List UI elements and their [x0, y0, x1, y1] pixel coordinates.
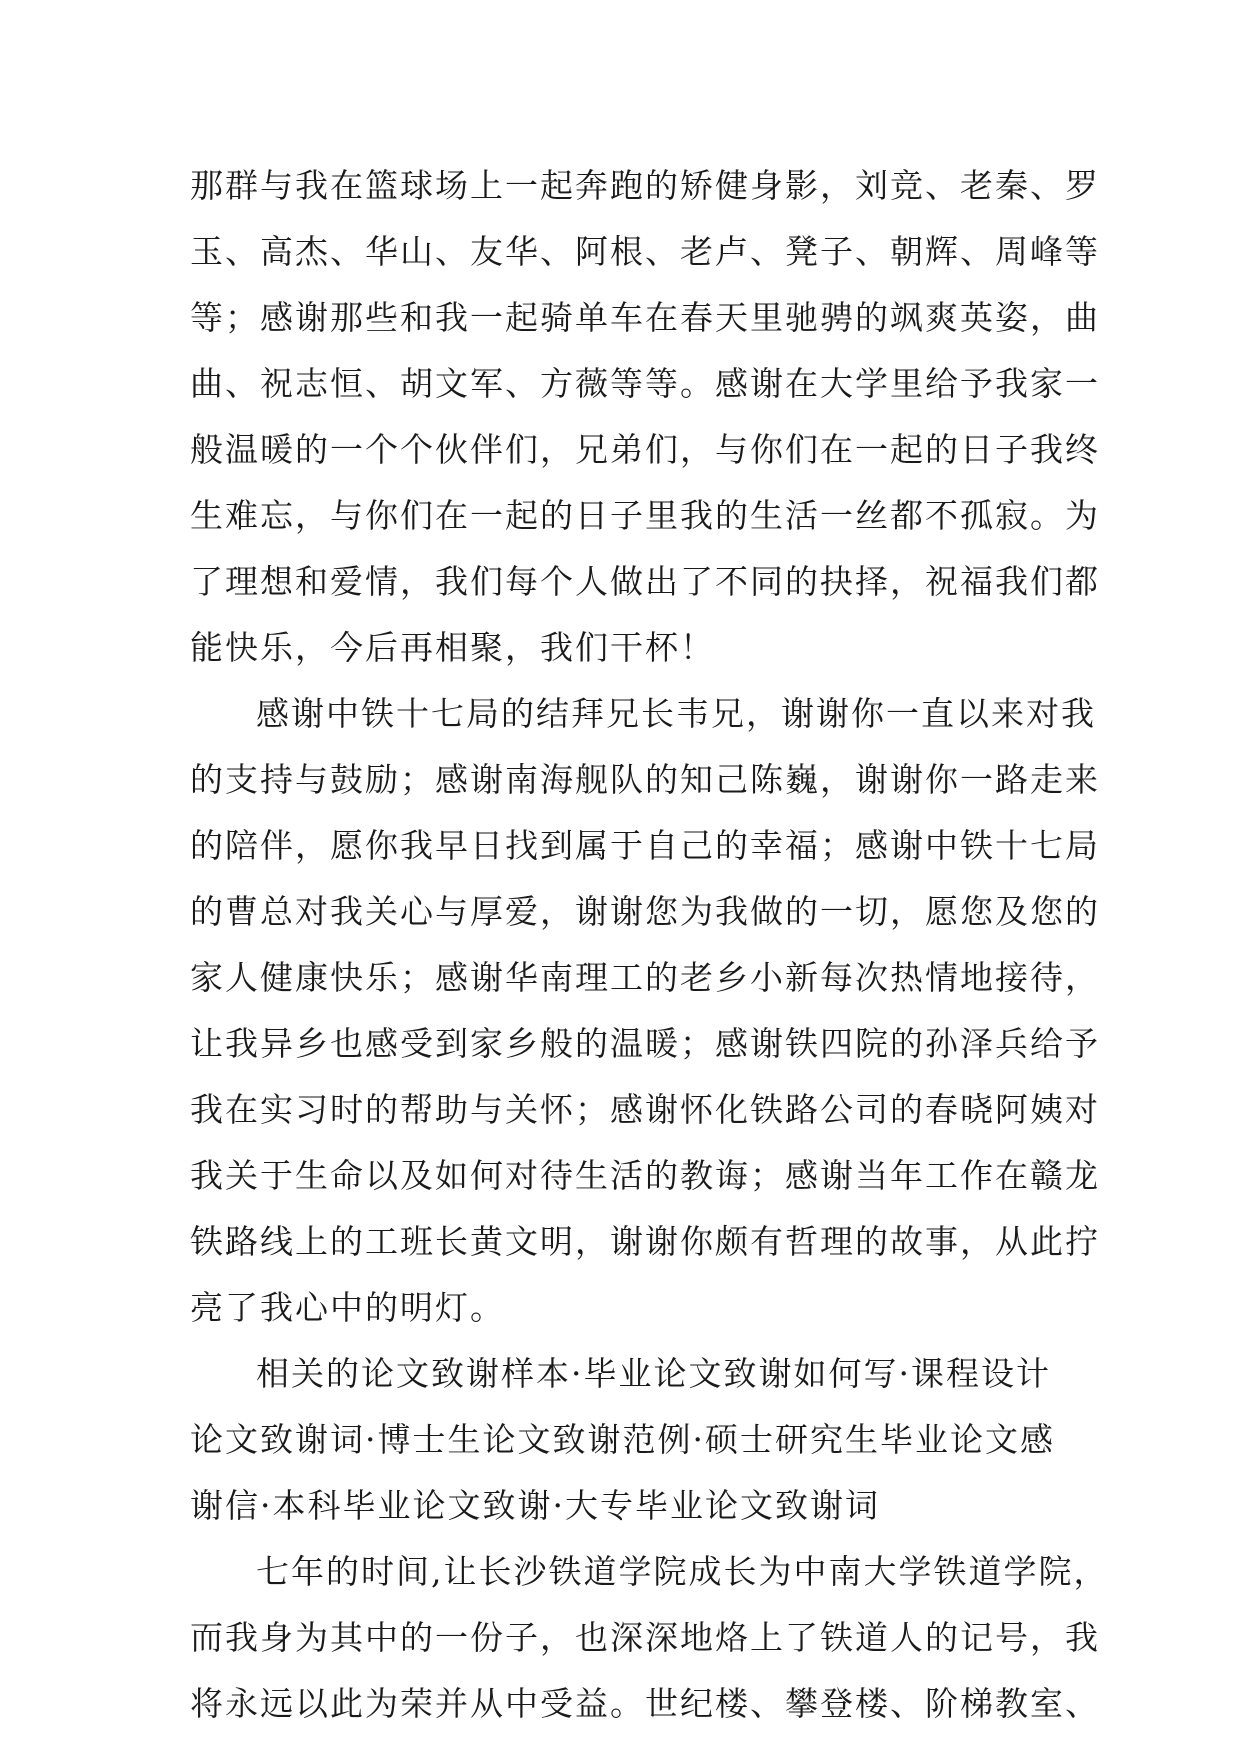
text-line: 生难忘，与你们在一起的日子里我的生活一丝都不孤寂。为 — [190, 496, 1100, 535]
text-line: 谢信·本科毕业论文致谢·大专毕业论文致谢词 — [190, 1486, 880, 1525]
text-line: 能快乐，今后再相聚，我们干杯！ — [190, 628, 715, 667]
text-line: 相关的论文致谢样本·毕业论文致谢如何写·课程设计 — [256, 1354, 1051, 1393]
text-line: 那群与我在篮球场上一起奔跑的矫健身影，刘竞、老秦、罗 — [190, 166, 1100, 205]
text-line: 般温暖的一个个伙伴们，兄弟们，与你们在一起的日子我终 — [190, 430, 1100, 469]
text-line: 的曹总对我关心与厚爱，谢谢您为我做的一切，愿您及您的 — [190, 892, 1100, 931]
text-line: 我在实习时的帮助与关怀；感谢怀化铁路公司的春晓阿姨对 — [190, 1090, 1100, 1129]
text-line: 而我身为其中的一份子，也深深地烙上了铁道人的记号，我 — [190, 1618, 1100, 1657]
text-line: 铁路线上的工班长黄文明，谢谢你颇有哲理的故事，从此拧 — [190, 1222, 1100, 1261]
text-line: 论文致谢词·博士生论文致谢范例·硕士研究生毕业论文感 — [190, 1420, 1055, 1459]
document-body — [190, 153, 1109, 1737]
text-line: 亮了我心中的明灯。 — [190, 1288, 505, 1327]
text-line: 的陪伴，愿你我早日找到属于自己的幸福；感谢中铁十七局 — [190, 826, 1100, 865]
text-line: 曲、祝志恒、胡文军、方薇等等。感谢在大学里给予我家一 — [190, 364, 1100, 403]
text-line: 让我异乡也感受到家乡般的温暖；感谢铁四院的孙泽兵给予 — [190, 1024, 1100, 1063]
text-line: 玉、高杰、华山、友华、阿根、老卢、凳子、朝辉、周峰等 — [190, 232, 1100, 271]
text-line: 将永远以此为荣并从中受益。世纪楼、攀登楼、阶梯教室、 — [190, 1684, 1100, 1723]
text-line: 我关于生命以及如何对待生活的教诲；感谢当年工作在赣龙 — [190, 1156, 1100, 1195]
text-line: 家人健康快乐；感谢华南理工的老乡小新每次热情地接待， — [190, 958, 1100, 997]
text-line: 的支持与鼓励；感谢南海舰队的知己陈巍，谢谢你一路走来 — [190, 760, 1100, 799]
text-line: 七年的时间,让长沙铁道学院成长为中南大学铁道学院， — [256, 1552, 1109, 1591]
text-line: 等；感谢那些和我一起骑单车在春天里驰骋的飒爽英姿，曲 — [190, 298, 1100, 337]
text-line: 感谢中铁十七局的结拜兄长韦兄，谢谢你一直以来对我 — [256, 694, 1096, 733]
text-line: 了理想和爱情，我们每个人做出了不同的抉择，祝福我们都 — [190, 562, 1100, 601]
